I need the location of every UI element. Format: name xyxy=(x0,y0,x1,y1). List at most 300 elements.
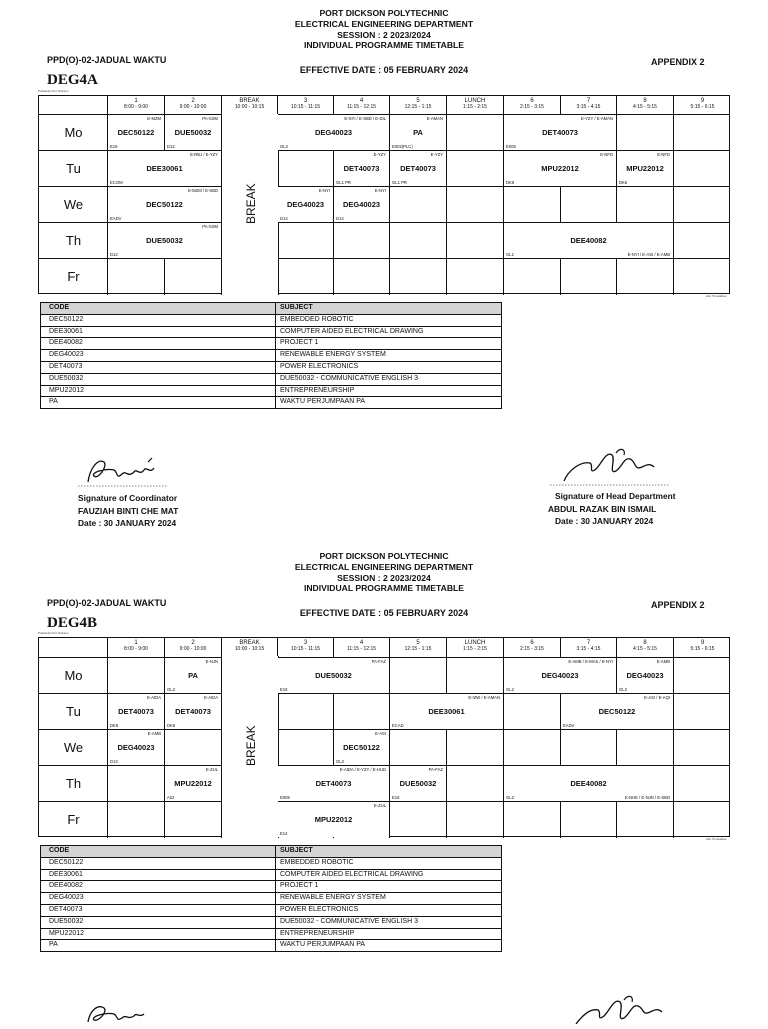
legend-code: DEG40023 xyxy=(49,351,84,359)
legend-divider xyxy=(275,350,276,361)
lecturer-code: E-YZY xyxy=(430,152,443,157)
column-number: 3 xyxy=(303,640,308,646)
column-header xyxy=(617,638,674,657)
subject-code: DET40073 xyxy=(118,707,154,716)
lecturer-code: E-YZY / E-AMAN xyxy=(580,116,613,121)
room-code: DK6 xyxy=(619,180,628,185)
legend-header xyxy=(41,303,501,315)
class-session[interactable] xyxy=(334,730,389,765)
legend-divider xyxy=(275,374,276,385)
column-header xyxy=(447,96,504,115)
column-header xyxy=(165,638,222,657)
header-line: SESSION : 2 2023/2024 xyxy=(337,572,431,583)
room-code: GL2 xyxy=(619,687,627,692)
signature-text: Signature of Coordinator xyxy=(78,493,178,503)
day-label: Th xyxy=(65,233,82,248)
subject-legend xyxy=(40,845,502,952)
form-code: PPD(O)-02-JADUAL WAKTU xyxy=(47,55,167,65)
room-code: EADV xyxy=(563,723,575,728)
header-line: INDIVIDUAL PROGRAMME TIMETABLE xyxy=(303,583,465,594)
room-code: E16 xyxy=(280,687,288,692)
legend-row xyxy=(41,881,501,893)
subject-code: DEG40023 xyxy=(117,743,155,752)
class-name: DEG4A xyxy=(47,72,98,88)
class-session[interactable] xyxy=(334,151,389,186)
signature-text: FAUZIAH BINTI CHE MAT xyxy=(78,505,179,516)
room-code: E005 xyxy=(280,795,290,800)
break-column xyxy=(221,114,279,295)
class-session[interactable] xyxy=(108,187,221,222)
class-session[interactable] xyxy=(390,694,503,729)
column-number: 2 xyxy=(191,98,195,104)
legend-code: DEC50122 xyxy=(49,858,84,866)
subject-legend xyxy=(40,302,502,409)
legend-subject: RENEWABLE ENERGY SYSTEM xyxy=(280,894,386,902)
column-number: 5 xyxy=(416,640,420,646)
class-session[interactable] xyxy=(561,694,673,729)
subject-code: DEE30061 xyxy=(428,707,465,716)
legend-row xyxy=(41,397,501,408)
lecturer-code: E-RBJ / E-YZY xyxy=(190,152,218,157)
lecturer-code: E-ASI / E-AQI xyxy=(644,695,670,700)
column-number: 8 xyxy=(643,98,647,104)
legend-code: DEE40082 xyxy=(49,882,83,890)
coordinator-signature-partial xyxy=(78,1000,168,1029)
head-department-signature-partial xyxy=(568,990,678,1029)
room-code: GL2 xyxy=(506,795,514,800)
coordinator-signature xyxy=(78,450,168,490)
column-divider xyxy=(389,657,390,838)
legend-header xyxy=(41,846,501,858)
class-session[interactable] xyxy=(504,115,616,150)
subject-code: PA xyxy=(413,128,423,137)
effective-date: EFFECTIVE DATE : 05 FEBRUARY 2024 xyxy=(299,608,469,618)
legend-code: DEE30061 xyxy=(49,870,83,878)
column-number: BREAK xyxy=(239,98,260,104)
subject-code: DUE50032 xyxy=(315,671,352,680)
legend-code: DEE30061 xyxy=(49,327,83,335)
footer-note-left: Politeknik Port Dickson xyxy=(38,631,69,635)
subject-code: DEG40023 xyxy=(541,671,579,680)
day-label: We xyxy=(63,740,84,755)
footer-note-right: aSc Timetables xyxy=(706,294,727,298)
legend-subject: PROJECT 1 xyxy=(280,882,319,890)
legend-subject: COMPUTER AIDED ELECTRICAL DRAWING xyxy=(280,327,424,335)
column-number: 7 xyxy=(586,640,591,646)
subject-code: MPU22012 xyxy=(314,815,353,824)
legend-divider xyxy=(275,929,276,940)
legend-row xyxy=(41,905,501,917)
lecturer-code: PA-FAZ xyxy=(428,767,443,772)
room-code: GL2 xyxy=(280,144,288,149)
column-divider xyxy=(673,115,674,295)
legend-subject: ENTREPRENEURSHIP xyxy=(280,386,355,394)
column-number: 5 xyxy=(416,98,420,104)
room-code: ECOM xyxy=(110,180,123,185)
legend-row xyxy=(41,327,501,339)
room-code: GL2 xyxy=(167,687,175,692)
lecturer-code: E-NHE / E-NJN / E-SBD xyxy=(624,795,670,800)
class-session[interactable] xyxy=(165,658,221,693)
legend-code: DET40073 xyxy=(49,362,83,370)
room-code: GL1 xyxy=(506,252,514,257)
legend-subject: POWER ELECTRONICS xyxy=(280,362,359,370)
legend-code: DEG40023 xyxy=(49,894,84,902)
room-code: DK6 xyxy=(506,180,515,185)
appendix-label: APPENDIX 2 xyxy=(651,57,705,67)
legend-row xyxy=(41,917,501,929)
legend-row xyxy=(41,386,501,398)
column-header xyxy=(165,96,222,115)
lecturer-code: PA-SSM xyxy=(202,224,218,229)
column-number: 9 xyxy=(700,98,705,104)
class-session[interactable] xyxy=(504,658,616,693)
room-code: GL2 xyxy=(336,759,344,764)
subject-code: DEC50122 xyxy=(146,200,183,209)
class-session[interactable] xyxy=(504,151,616,186)
legend-divider xyxy=(275,386,276,397)
column-header xyxy=(561,96,617,115)
lecturer-code: E-IZW / E-AMAN xyxy=(468,695,500,700)
legend-code-header: CODE xyxy=(49,847,70,854)
legend-row xyxy=(41,338,501,350)
room-code: A22 xyxy=(167,795,175,800)
column-number: 4 xyxy=(359,640,364,646)
legend-subject-header: SUBJECT xyxy=(280,847,313,854)
header-line: PORT DICKSON POLYTECHNIC xyxy=(319,8,449,18)
lecturer-code: E-AMB xyxy=(656,659,670,664)
column-header xyxy=(334,638,390,657)
lecturer-code: PA-SSM xyxy=(202,116,218,121)
column-header xyxy=(674,96,731,115)
column-divider xyxy=(616,115,617,295)
signature-text: ABDUL RAZAK BIN ISMAIL xyxy=(548,503,657,514)
legend-code: DEE40082 xyxy=(49,339,83,347)
column-header xyxy=(334,96,390,115)
column-time: 3:15 - 4:15 xyxy=(576,104,601,110)
legend-divider xyxy=(275,881,276,892)
room-code: E002(PLC) xyxy=(392,144,413,149)
subject-code: DEG40023 xyxy=(314,128,353,137)
header-line: INDIVIDUAL PROGRAMME TIMETABLE xyxy=(303,40,465,51)
column-time: 10:15 - 11:15 xyxy=(290,104,321,110)
class-session[interactable] xyxy=(278,658,389,693)
lecturer-code: E-NYI / E-ASI / E-AMB xyxy=(627,252,670,257)
lecturer-code: E-MZM xyxy=(147,116,161,121)
lecturer-code: E-NYI xyxy=(318,188,330,193)
legend-row xyxy=(41,315,501,327)
room-code: E16 xyxy=(392,795,400,800)
column-header xyxy=(108,96,165,115)
footer-note-left: Politeknik Port Dickson xyxy=(38,89,69,93)
row-divider xyxy=(39,258,729,259)
subject-code: MPU22012 xyxy=(541,164,579,173)
lecturer-code: E-AIDA xyxy=(147,695,161,700)
room-code: E15 xyxy=(110,144,118,149)
break-column xyxy=(221,656,279,838)
lecturer-code: E-ZUL xyxy=(373,803,386,808)
room-code: ECAD xyxy=(392,723,404,728)
column-header xyxy=(504,96,561,115)
class-session[interactable] xyxy=(108,223,221,258)
class-session[interactable] xyxy=(165,115,221,150)
legend-divider xyxy=(275,362,276,373)
lecturer-code: E-NFD xyxy=(600,152,613,157)
room-code: D14 xyxy=(280,216,288,221)
class-session[interactable] xyxy=(278,766,389,801)
class-session[interactable] xyxy=(108,115,164,150)
legend-row xyxy=(41,350,501,362)
room-code: D12 xyxy=(110,252,118,257)
legend-divider xyxy=(275,315,276,326)
column-number: LUNCH xyxy=(464,640,486,646)
room-code: D13 xyxy=(110,759,118,764)
lecturer-code: E-NJN xyxy=(205,659,218,664)
class-session[interactable] xyxy=(334,187,389,222)
subject-code: DET40073 xyxy=(175,707,211,716)
day-label: Tu xyxy=(66,161,81,176)
legend-divider xyxy=(275,846,276,857)
subject-code: DEG40023 xyxy=(286,200,325,209)
legend-row xyxy=(41,870,501,882)
legend-subject: DUE50032 - COMMUNICATIVE ENGLISH 3 xyxy=(280,917,418,925)
subject-code: DEC50122 xyxy=(117,128,155,137)
column-time: 10:00 - 10:15 xyxy=(234,104,265,110)
lecturer-code: E-AMB / E-MAS / E-NYI xyxy=(568,659,613,664)
class-session[interactable] xyxy=(504,766,673,801)
class-session[interactable] xyxy=(108,730,164,765)
column-header xyxy=(108,638,165,657)
legend-subject: WAKTU PERJUMPAAN PA xyxy=(280,941,366,949)
legend-row xyxy=(41,374,501,386)
room-code: GL2 xyxy=(506,687,514,692)
legend-code: MPU22012 xyxy=(49,386,85,394)
column-time: 10:00 - 10:15 xyxy=(234,646,265,652)
legend-divider xyxy=(275,917,276,928)
class-session[interactable] xyxy=(108,694,164,729)
legend-divider xyxy=(275,338,276,349)
subject-code: DEG40023 xyxy=(342,200,381,209)
break-label: BREAK xyxy=(243,182,258,224)
effective-date: EFFECTIVE DATE : 05 FEBRUARY 2024 xyxy=(299,65,469,75)
lecturer-code: E-ZUL xyxy=(205,767,218,772)
column-time: 12:15 - 1:15 xyxy=(404,104,432,110)
column-header xyxy=(674,638,731,657)
subject-code: DUE50032 xyxy=(174,128,212,137)
class-session[interactable] xyxy=(617,151,673,186)
legend-row xyxy=(41,858,501,870)
legend-row xyxy=(41,929,501,941)
column-time: 5:15 - 6:15 xyxy=(690,646,715,652)
column-time: 5:15 - 6:15 xyxy=(690,104,715,110)
legend-code-header: CODE xyxy=(49,304,70,311)
subject-code: MPU22012 xyxy=(626,164,664,173)
header-line: SESSION : 2 2023/2024 xyxy=(337,29,431,40)
signature-text: Signature of Head Department xyxy=(555,491,676,501)
lecturer-code: E-NYI / E-SBD / E-DIL xyxy=(344,116,386,121)
column-header xyxy=(390,96,447,115)
subject-code: DEE30061 xyxy=(146,164,183,173)
column-header xyxy=(222,638,278,657)
room-code: E005 xyxy=(506,144,516,149)
column-divider xyxy=(446,657,447,838)
column-time: 1:15 - 2:15 xyxy=(463,646,487,652)
class-session[interactable] xyxy=(165,766,221,801)
subject-code: DEE40082 xyxy=(570,779,607,788)
footer-note-right: aSc Timetables xyxy=(706,837,727,841)
column-time: 4:15 - 5:15 xyxy=(633,646,657,652)
legend-subject: COMPUTER AIDED ELECTRICAL DRAWING xyxy=(280,870,424,878)
column-number: 1 xyxy=(134,98,138,104)
column-time: 3:15 - 4:15 xyxy=(576,646,601,652)
class-session[interactable] xyxy=(504,223,673,258)
column-time: 8:00 - 9:00 xyxy=(124,104,148,110)
subject-code: DEC50122 xyxy=(598,707,636,716)
class-session[interactable] xyxy=(278,802,389,837)
legend-divider xyxy=(275,940,276,951)
legend-divider xyxy=(275,327,276,338)
column-time: 8:00 - 9:00 xyxy=(124,646,148,652)
lecturer-code: E-AMAN xyxy=(426,116,443,121)
legend-code: PA xyxy=(49,941,58,949)
column-number: 1 xyxy=(134,640,138,646)
room-code: E14 xyxy=(280,831,288,836)
lecturer-code: E-NFD xyxy=(657,152,670,157)
header-line: PORT DICKSON POLYTECHNIC xyxy=(319,551,449,561)
column-time: 9:00 - 10:00 xyxy=(179,646,207,652)
room-code: DK6 xyxy=(167,723,176,728)
legend-code: PA xyxy=(49,398,58,406)
day-label: Mo xyxy=(64,668,83,683)
column-header xyxy=(504,638,561,657)
day-label: Tu xyxy=(66,704,81,719)
signature-text: Date : 30 JANUARY 2024 xyxy=(78,518,177,528)
column-time: 2:15 - 3:15 xyxy=(520,646,544,652)
column-number: 8 xyxy=(643,640,647,646)
column-divider xyxy=(446,115,447,295)
legend-divider xyxy=(275,893,276,904)
legend-divider xyxy=(275,905,276,916)
column-header xyxy=(390,638,447,657)
day-label: Mo xyxy=(64,125,83,140)
column-header xyxy=(617,96,674,115)
header-line: ELECTRICAL ENGINEERING DEPARTMENT xyxy=(294,18,474,29)
break-label: BREAK xyxy=(243,725,258,766)
day-label: Fr xyxy=(67,269,80,284)
legend-divider xyxy=(275,397,276,408)
subject-code: DEC50122 xyxy=(343,743,380,752)
legend-divider xyxy=(275,870,276,881)
subject-code: DUE50032 xyxy=(146,236,183,245)
legend-code: MPU22012 xyxy=(49,929,85,937)
column-number: 6 xyxy=(530,98,534,104)
subject-code: DEG40023 xyxy=(626,671,664,680)
lecturer-code: E-YZY xyxy=(373,152,386,157)
lecturer-code: E-AIDA / E-YZY / E-HUD xyxy=(339,767,386,772)
column-header xyxy=(447,638,504,657)
column-time: 9:00 - 10:00 xyxy=(179,104,207,110)
column-header xyxy=(278,96,334,115)
subject-code: DET40073 xyxy=(542,128,578,137)
head-department-signature-block xyxy=(550,445,670,495)
room-code: D14 xyxy=(336,216,344,221)
legend-code: DUE50032 xyxy=(49,917,84,925)
legend-code: DEC50122 xyxy=(49,315,84,323)
column-number: 4 xyxy=(359,98,364,104)
lecturer-code: E-AMB xyxy=(147,731,161,736)
legend-code: DUE50032 xyxy=(49,374,84,382)
column-time: 1:15 - 2:15 xyxy=(463,104,487,110)
column-number: 2 xyxy=(191,640,195,646)
day-label: We xyxy=(63,197,84,212)
lecturer-code: E-MZM / E-SBD xyxy=(187,188,218,193)
subject-code: MPU22012 xyxy=(174,779,212,788)
subject-code: DEE40082 xyxy=(570,236,607,245)
column-number: LUNCH xyxy=(464,98,486,104)
column-time: 4:15 - 5:15 xyxy=(633,104,657,110)
day-label: Th xyxy=(65,776,82,791)
coordinator-signature xyxy=(78,1000,168,1024)
class-session[interactable] xyxy=(390,115,446,150)
class-session[interactable] xyxy=(108,151,221,186)
column-header xyxy=(278,638,334,657)
column-time: 11:15 - 12:15 xyxy=(346,646,377,652)
legend-divider xyxy=(275,303,276,314)
legend-code: DET40073 xyxy=(49,905,83,913)
room-code: DK6 xyxy=(110,723,119,728)
room-code: EADV xyxy=(110,216,122,221)
legend-subject: EMBEDDED ROBOTIC xyxy=(280,858,354,866)
appendix-label: APPENDIX 2 xyxy=(651,600,705,610)
timetable-grid xyxy=(38,95,730,294)
legend-divider xyxy=(275,858,276,869)
column-number: 3 xyxy=(303,98,308,104)
class-session[interactable] xyxy=(278,115,389,150)
legend-row xyxy=(41,362,501,374)
day-header-corner xyxy=(39,638,108,657)
column-header xyxy=(222,96,278,115)
column-number: 6 xyxy=(530,640,534,646)
lecturer-code: E-AIDA xyxy=(204,695,218,700)
class-session[interactable] xyxy=(278,187,333,222)
lecturer-code: E-ASI xyxy=(375,731,386,736)
room-code: GL1 PR xyxy=(392,180,407,185)
class-session[interactable] xyxy=(165,694,221,729)
legend-subject: DUE50032 - COMMUNICATIVE ENGLISH 3 xyxy=(280,374,418,382)
signature-text: Date : 30 JANUARY 2024 xyxy=(555,516,654,526)
subject-code: DET40073 xyxy=(400,164,436,173)
column-header xyxy=(561,638,617,657)
legend-row xyxy=(41,940,501,951)
room-code: D12 xyxy=(167,144,175,149)
column-time: 10:15 - 11:15 xyxy=(290,646,321,652)
form-code: PPD(O)-02-JADUAL WAKTU xyxy=(47,598,167,608)
day-label: Fr xyxy=(67,812,80,827)
column-divider xyxy=(673,657,674,838)
timetable-grid xyxy=(38,637,730,837)
class-session[interactable] xyxy=(390,766,446,801)
class-session[interactable] xyxy=(617,658,673,693)
day-header-corner xyxy=(39,96,108,115)
column-number: 7 xyxy=(586,98,591,104)
legend-subject: PROJECT 1 xyxy=(280,339,319,347)
header-line: ELECTRICAL ENGINEERING DEPARTMENT xyxy=(294,561,474,572)
head-department-signature xyxy=(550,445,670,490)
column-time: 2:15 - 3:15 xyxy=(520,104,544,110)
column-number: 9 xyxy=(700,640,705,646)
legend-subject: RENEWABLE ENERGY SYSTEM xyxy=(280,351,386,359)
class-session[interactable] xyxy=(390,151,446,186)
